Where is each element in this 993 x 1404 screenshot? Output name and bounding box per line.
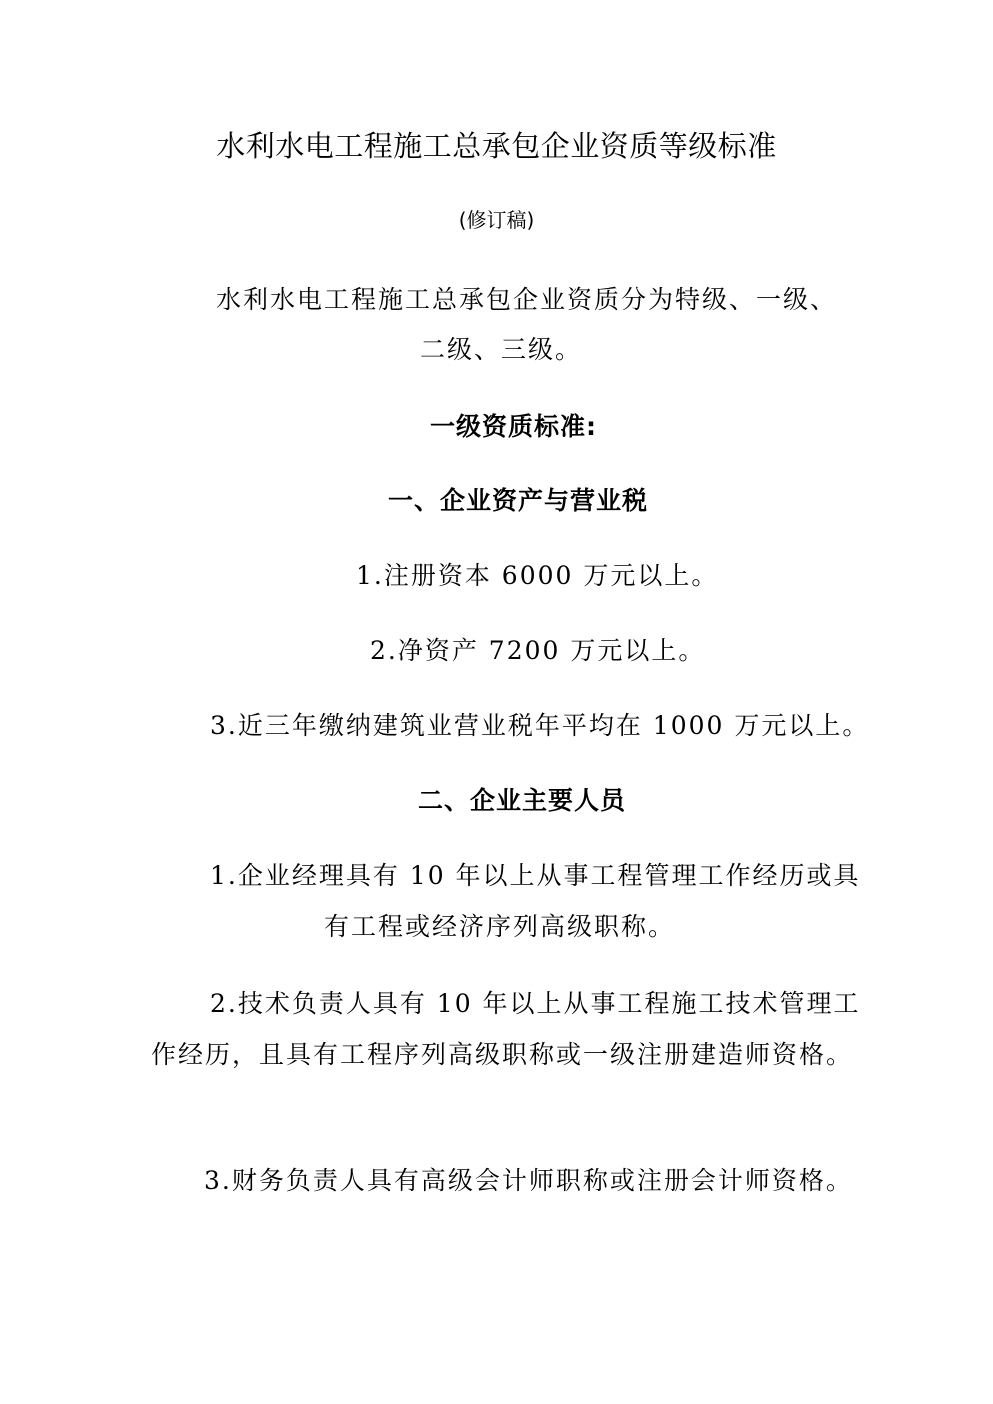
section2-heading: 二、企业主要人员 [418,786,627,815]
section1-item-1: 1.注册资本 6000 万元以上。 [356,561,719,590]
document-subtitle: (修订稿) [458,208,535,232]
section2-item-1-line-2: 有工程或经济序列高级职称。 [324,912,676,941]
section2-item-2-line-2: 作经历，且具有工程序列高级职称或一级注册建造师资格。 [151,1040,854,1069]
section1-item-3: 3.近三年缴纳建筑业营业税年平均在 1000 万元以上。 [210,711,870,740]
section1-item-2: 2.净资产 7200 万元以上。 [370,636,706,665]
intro-line-2: 二级、三级。 [420,335,583,364]
document-title: 水利水电工程施工总承包企业资质等级标准 [216,129,777,163]
intro-line-1: 水利水电工程施工总承包企业资质分为特级、一级、 [216,285,838,314]
section2-item-1-line-1: 1.企业经理具有 10 年以上从事工程管理工作经历或具 [210,861,861,890]
section1-heading: 一、企业资产与营业税 [388,486,649,515]
section2-item-3: 3.财务负责人具有高级会计师职称或注册会计师资格。 [204,1166,853,1195]
level-heading: 一级资质标准: [430,412,597,441]
section2-item-2-line-1: 2.技术负责人具有 10 年以上从事工程施工技术管理工 [210,989,861,1018]
